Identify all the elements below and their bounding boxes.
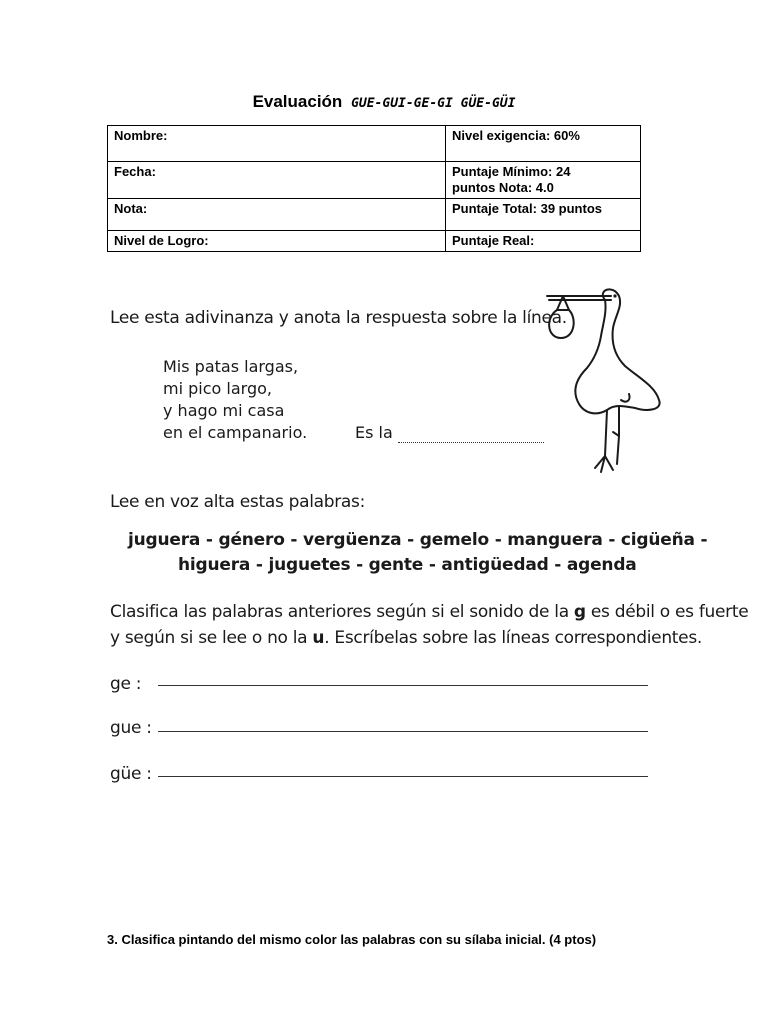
nombre-cell[interactable]: Nombre: bbox=[108, 126, 446, 162]
words-line-1: juguera - género - vergüenza - gemelo - manguera - cigüeña - bbox=[128, 530, 708, 550]
riddle-line: en el campanario. bbox=[163, 423, 308, 442]
row-label-ge: ge : bbox=[110, 674, 142, 694]
words-line-2: higuera - juguetes - gente - antigüedad - agenda bbox=[178, 555, 637, 575]
puntaje-minimo-line1: Puntaje Mínimo: 24 bbox=[452, 164, 571, 179]
letter-g: g bbox=[573, 602, 586, 622]
nivel-logro-cell[interactable]: Nivel de Logro: bbox=[108, 231, 446, 252]
riddle-text bbox=[163, 356, 307, 444]
title-subtitle: GUE-GUI-GE-GI GÜE-GÜI bbox=[351, 96, 516, 111]
riddle-instruction: Lee esta adivinanza y anota la respuesta sobre la línea. bbox=[110, 308, 567, 328]
page-title bbox=[0, 92, 768, 112]
nivel-exigencia-cell: Nivel exigencia: 60% bbox=[446, 126, 641, 162]
answer-prefix: Es la bbox=[355, 423, 393, 442]
puntaje-minimo-line2: puntos Nota: 4.0 bbox=[452, 180, 554, 195]
classify-text-d: . Escríbelas sobre las líneas correspondientes. bbox=[324, 628, 702, 648]
answer-line[interactable] bbox=[398, 442, 544, 443]
question-3: 3. Clasifica pintando del mismo color las palabras con su sílaba inicial. (4 ptos) bbox=[107, 932, 597, 947]
riddle-line: mi pico largo, bbox=[163, 379, 272, 398]
riddle-line: Mis patas largas, bbox=[163, 357, 299, 376]
puntaje-real-cell[interactable]: Puntaje Real: bbox=[446, 231, 641, 252]
letter-u: u bbox=[312, 628, 325, 648]
answer-line-ge[interactable] bbox=[158, 685, 648, 686]
riddle-line: y hago mi casa bbox=[163, 401, 285, 420]
fecha-cell[interactable]: Fecha: bbox=[108, 162, 446, 199]
classify-text-b: es débil o es fuerte bbox=[585, 602, 749, 622]
classify-instruction-2 bbox=[110, 628, 702, 648]
classify-text-c: y según si se lee o no la bbox=[110, 628, 313, 648]
row-label-gue: gue : bbox=[110, 718, 152, 738]
nota-cell[interactable]: Nota: bbox=[108, 199, 446, 231]
classify-text-a: Clasifica las palabras anteriores según si el sonido de la bbox=[110, 602, 574, 622]
title-main: Evaluación bbox=[252, 92, 343, 111]
answer-line-gue[interactable] bbox=[158, 731, 648, 732]
puntaje-minimo-cell bbox=[446, 162, 641, 199]
puntaje-total-cell: Puntaje Total: 39 puntos bbox=[446, 199, 641, 231]
stork-icon bbox=[535, 282, 665, 487]
answer-line-gue-dieresis[interactable] bbox=[158, 776, 648, 777]
classify-instruction-1 bbox=[110, 602, 748, 622]
reading-instruction: Lee en voz alta estas palabras: bbox=[110, 492, 366, 512]
row-label-gue-dieresis: güe : bbox=[110, 764, 152, 784]
info-table bbox=[107, 125, 641, 252]
